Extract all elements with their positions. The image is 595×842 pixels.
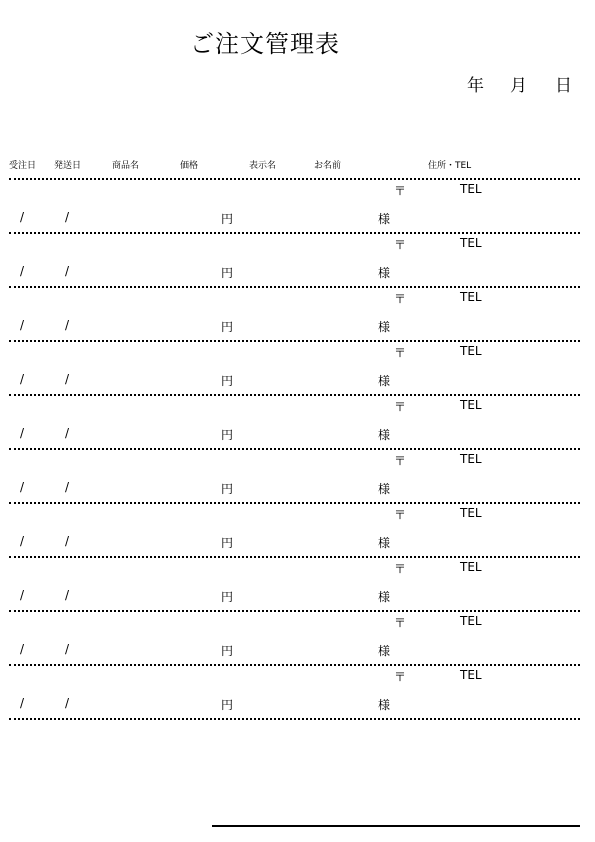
honorific-label: 様: [378, 644, 391, 658]
date-slash-2: /: [65, 588, 70, 602]
tel-label: TEL: [460, 452, 482, 466]
order-row: [9, 340, 580, 394]
header-customer: お名前: [314, 161, 342, 171]
row-top-divider: [9, 286, 580, 288]
header-address-tel: 住所・TEL: [428, 161, 472, 171]
order-row: [9, 448, 580, 502]
date-slash-2: /: [65, 696, 70, 710]
honorific-label: 様: [378, 536, 391, 550]
yen-label: 円: [221, 698, 234, 712]
date-month-label: 月: [510, 76, 527, 96]
order-row: [9, 178, 580, 232]
header-product: 商品名: [112, 161, 140, 171]
column-header: [0, 158, 595, 172]
yen-label: 円: [221, 428, 234, 442]
date-slash-1: /: [20, 210, 25, 224]
postal-mark: 〒: [394, 400, 407, 414]
order-row: [9, 664, 580, 718]
row-top-divider: [9, 340, 580, 342]
row-top-divider: [9, 502, 580, 504]
honorific-label: 様: [378, 698, 391, 712]
date-slash-1: /: [20, 534, 25, 548]
tel-label: TEL: [460, 182, 482, 196]
tel-label: TEL: [460, 236, 482, 250]
tel-label: TEL: [460, 344, 482, 358]
order-row: [9, 286, 580, 340]
row-top-divider: [9, 556, 580, 558]
signature-line: [212, 825, 580, 827]
postal-mark: 〒: [394, 562, 407, 576]
date-slash-1: /: [20, 588, 25, 602]
yen-label: 円: [221, 482, 234, 496]
date-year-label: 年: [467, 76, 484, 96]
row-top-divider: [9, 664, 580, 666]
date-slash-1: /: [20, 264, 25, 278]
order-row: [9, 394, 580, 448]
row-bottom-divider: [9, 718, 580, 720]
date-slash-2: /: [65, 480, 70, 494]
postal-mark: 〒: [394, 454, 407, 468]
order-row: [9, 610, 580, 664]
tel-label: TEL: [460, 668, 482, 682]
postal-mark: 〒: [394, 616, 407, 630]
header-price: 価格: [180, 161, 199, 171]
date-slash-1: /: [20, 642, 25, 656]
honorific-label: 様: [378, 320, 391, 334]
tel-label: TEL: [460, 560, 482, 574]
honorific-label: 様: [378, 590, 391, 604]
order-row: [9, 502, 580, 556]
header-display-name: 表示名: [249, 161, 277, 171]
header-ship-date: 発送日: [54, 161, 82, 171]
date-slash-2: /: [65, 642, 70, 656]
postal-mark: 〒: [394, 238, 407, 252]
honorific-label: 様: [378, 266, 391, 280]
date-field: [455, 71, 575, 96]
row-top-divider: [9, 178, 580, 180]
tel-label: TEL: [460, 398, 482, 412]
date-slash-2: /: [65, 372, 70, 386]
yen-label: 円: [221, 590, 234, 604]
date-slash-1: /: [20, 318, 25, 332]
date-slash-2: /: [65, 426, 70, 440]
honorific-label: 様: [378, 482, 391, 496]
date-slash-2: /: [65, 210, 70, 224]
date-day-label: 日: [555, 76, 572, 96]
date-slash-1: /: [20, 426, 25, 440]
row-top-divider: [9, 610, 580, 612]
tel-label: TEL: [460, 614, 482, 628]
date-slash-1: /: [20, 372, 25, 386]
postal-mark: 〒: [394, 508, 407, 522]
yen-label: 円: [221, 320, 234, 334]
yen-label: 円: [221, 266, 234, 280]
order-row: [9, 556, 580, 610]
row-top-divider: [9, 232, 580, 234]
tel-label: TEL: [460, 506, 482, 520]
order-row: [9, 232, 580, 286]
postal-mark: 〒: [394, 292, 407, 306]
yen-label: 円: [221, 374, 234, 388]
row-top-divider: [9, 394, 580, 396]
honorific-label: 様: [378, 374, 391, 388]
date-slash-1: /: [20, 480, 25, 494]
tel-label: TEL: [460, 290, 482, 304]
yen-label: 円: [221, 536, 234, 550]
honorific-label: 様: [378, 212, 391, 226]
date-slash-1: /: [20, 696, 25, 710]
postal-mark: 〒: [394, 670, 407, 684]
date-slash-2: /: [65, 534, 70, 548]
yen-label: 円: [221, 212, 234, 226]
postal-mark: 〒: [394, 184, 407, 198]
yen-label: 円: [221, 644, 234, 658]
honorific-label: 様: [378, 428, 391, 442]
row-top-divider: [9, 448, 580, 450]
header-order-date: 受注日: [9, 161, 37, 171]
page-title: ご注文管理表: [190, 30, 340, 58]
postal-mark: 〒: [394, 346, 407, 360]
date-slash-2: /: [65, 318, 70, 332]
date-slash-2: /: [65, 264, 70, 278]
